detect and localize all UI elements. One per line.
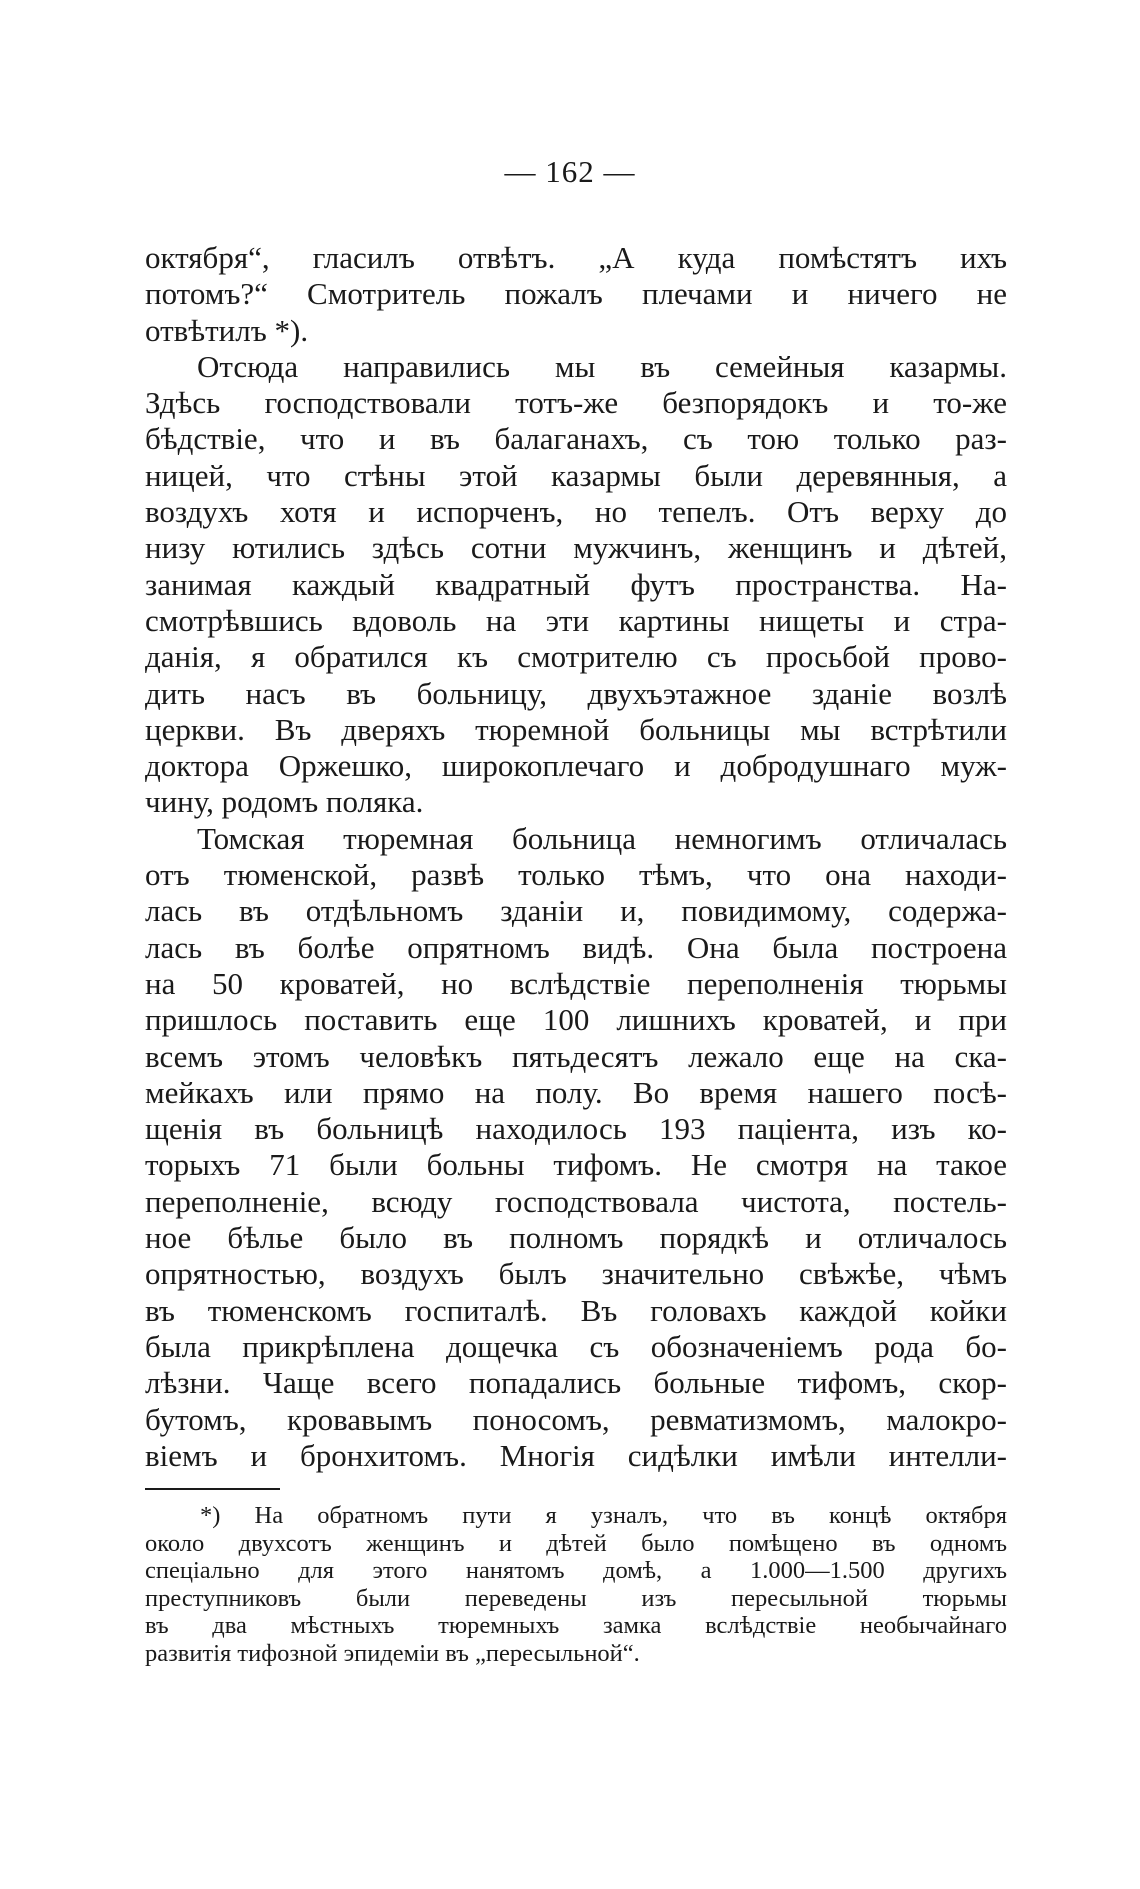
text-line: віемъ и бронхитомъ. Многія сидѣлки имѣли интелли-: [145, 1437, 1007, 1473]
text-line: торыхъ 71 были больны тифомъ. Не смотря на такое: [145, 1147, 1007, 1183]
text-line: щенія въ больницѣ находилось 193 паціента, изъ ко-: [145, 1111, 1007, 1147]
text-line: низу ютились здѣсь сотни мужчинъ, женщинъ и дѣтей,: [145, 530, 1007, 566]
page-number: — 162 —: [504, 154, 636, 189]
footnote-line: развитія тифозной эпидеміи въ „пересыльной“.: [145, 1639, 640, 1667]
text-line: мейкахъ или прямо на полу. Во время нашего посѣ-: [145, 1074, 1007, 1110]
text-line: потомъ?“ Смотритель пожалъ плечами и ничего не: [145, 276, 1007, 312]
text-line: пришлось поставить еще 100 лишнихъ кроватей, и при: [145, 1002, 1007, 1038]
text-line: октября“, гласилъ отвѣтъ. „А куда помѣстятъ ихъ: [145, 240, 1007, 275]
text-line: данія, я обратился къ смотрителю съ просьбой прово-: [145, 639, 1007, 675]
text-line: дить насъ въ больницу, двухъэтажное зданіе возлѣ: [145, 675, 1007, 711]
text-line: въ тюменскомъ госпиталѣ. Въ головахъ каждой койки: [145, 1292, 1007, 1328]
text-line: бѣдствіе, что и въ балаганахъ, съ тою только раз-: [145, 421, 1007, 457]
footnote-line: преступниковъ были переведены изъ пересыльной тюрьмы: [145, 1584, 1007, 1612]
text-line: воздухъ хотя и испорченъ, но тепелъ. Отъ верху до: [145, 494, 1007, 530]
text-line: ное бѣлье было въ полномъ порядкѣ и отличалось: [145, 1220, 1007, 1256]
footnote-divider: [145, 1488, 280, 1490]
text-line: всемъ этомъ человѣкъ пятьдесятъ лежало еще на ска-: [145, 1038, 1007, 1074]
text-line: Здѣсь господствовали тотъ-же безпорядокъ и то-же: [145, 385, 1007, 421]
text-line: церкви. Въ дверяхъ тюремной больницы мы встрѣтили: [145, 711, 1007, 747]
text-line: опрятностью, воздухъ былъ значительно свѣжѣе, чѣмъ: [145, 1256, 1007, 1292]
text-line: лѣзни. Чаще всего попадались больные тифомъ, скор-: [145, 1365, 1007, 1401]
text-line: была прикрѣплена дощечка съ обозначеніемъ рода бо-: [145, 1328, 1007, 1364]
text-line: смотрѣвшись вдоволь на эти картины нищеты и стра-: [145, 602, 1007, 638]
text-line: отвѣтилъ *).: [145, 312, 309, 348]
text-line: ницей, что стѣны этой казармы были деревянныя, а: [145, 457, 1007, 493]
footnote-line: около двухсотъ женщинъ и дѣтей было помѣщено въ одномъ: [145, 1529, 1007, 1557]
text-line: переполненіе, всюду господствовала чистота, постель-: [145, 1183, 1007, 1219]
footnote-line: спеціально для этого нанятомъ домѣ, а 1.000—1.500 другихъ: [145, 1557, 1007, 1585]
footnote-line: *) На обратномъ пути я узналъ, что въ концѣ октября: [200, 1502, 1007, 1529]
text-line: лась въ болѣе опрятномъ видѣ. Она была построена: [145, 929, 1007, 965]
text-line: Отсюда направились мы въ семейныя казармы.: [197, 348, 1007, 384]
text-line: отъ тюменской, развѣ только тѣмъ, что она находи-: [145, 857, 1007, 893]
text-line: чину, родомъ поляка.: [145, 784, 424, 820]
text-line: бутомъ, кровавымъ поносомъ, ревматизмомъ, малокро-: [145, 1401, 1007, 1437]
text-line: Томская тюремная больница немногимъ отличалась: [197, 820, 1007, 856]
footnote-line: въ два мѣстныхъ тюремныхъ замка вслѣдствіе необычайнаго: [145, 1612, 1007, 1640]
text-line: лась въ отдѣльномъ зданіи и, повидимому, содержа-: [145, 893, 1007, 929]
text-line: на 50 кроватей, но вслѣдствіе переполненія тюрьмы: [145, 965, 1007, 1001]
body-text: [145, 240, 1007, 1474]
footnote: [145, 1502, 1007, 1668]
text-line: занимая каждый квадратный футъ пространства. На-: [145, 566, 1007, 602]
text-line: доктора Оржешко, широкоплечаго и добродушнаго муж-: [145, 748, 1007, 784]
